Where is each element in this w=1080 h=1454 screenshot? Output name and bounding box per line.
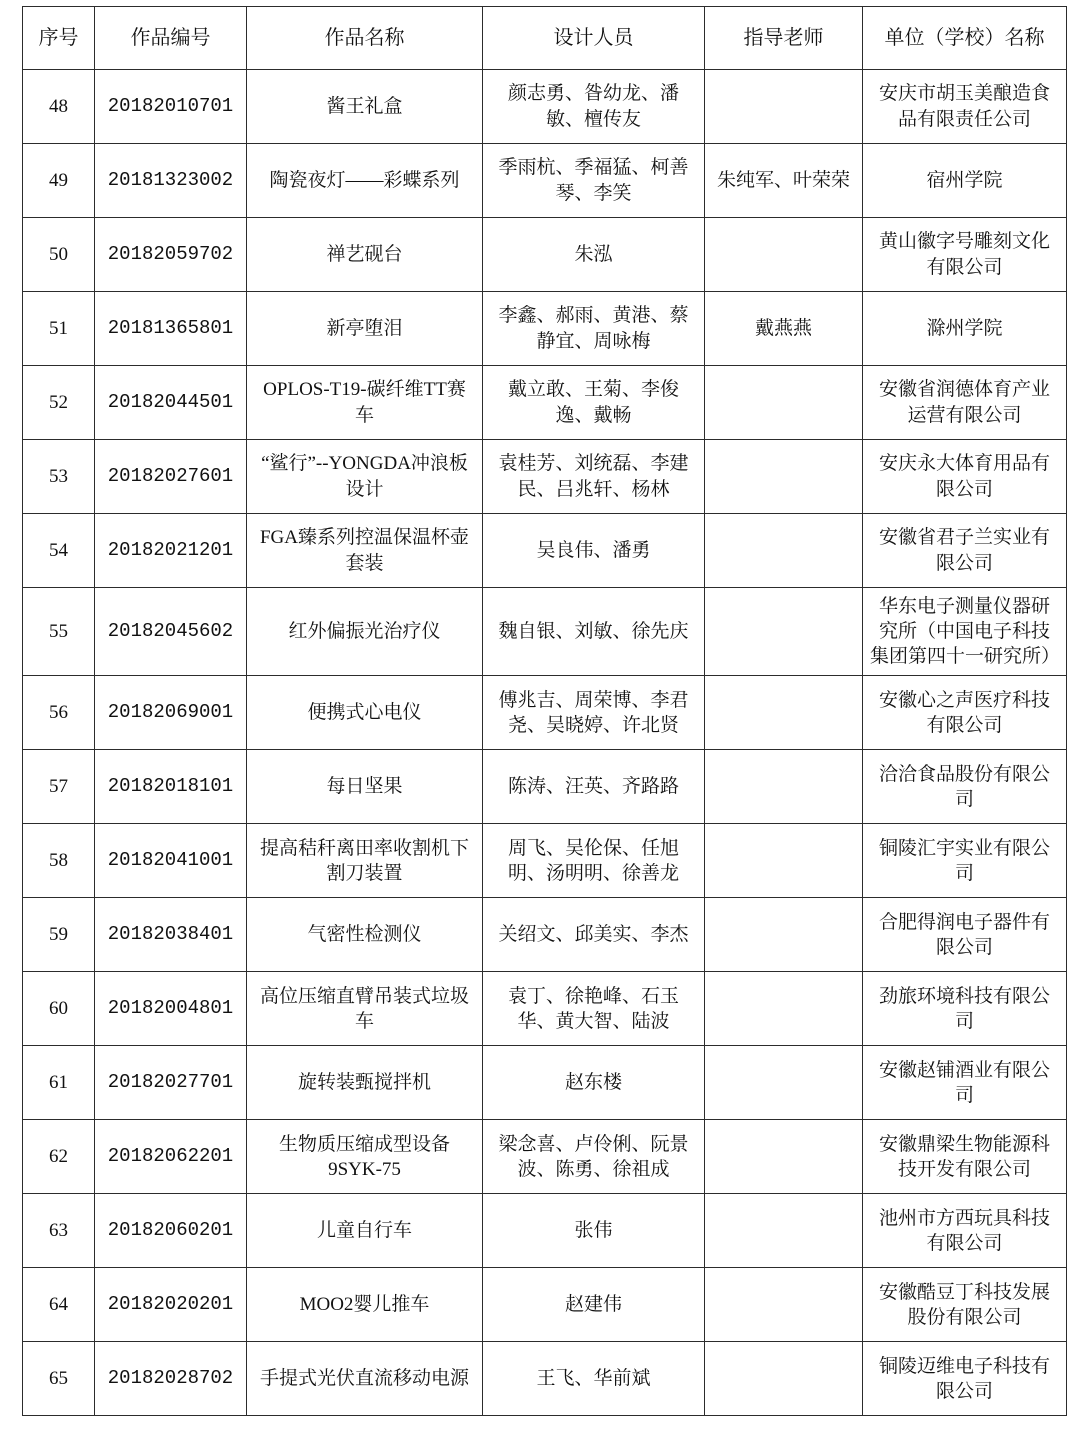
cell-designers: 吴良伟、潘勇 [483,514,705,588]
cell-index: 59 [23,898,95,972]
cell-organization: 黄山徽字号雕刻文化有限公司 [863,218,1067,292]
cell-work-name: 新亭堕泪 [247,292,483,366]
cell-work-name: 禅艺砚台 [247,218,483,292]
cell-work-name: FGA臻系列控温保温杯壶套装 [247,514,483,588]
table-row [23,1194,1067,1268]
cell-tutor [705,972,863,1046]
cell-organization: 安徽省君子兰实业有限公司 [863,514,1067,588]
cell-work-name: 儿童自行车 [247,1194,483,1268]
cell-code: 20182010701 [95,70,247,144]
cell-tutor [705,70,863,144]
cell-code: 20182038401 [95,898,247,972]
table-header [23,7,1067,70]
table-body [23,70,1067,1416]
table-row [23,1120,1067,1194]
cell-code: 20182020201 [95,1268,247,1342]
cell-index: 57 [23,750,95,824]
cell-index: 49 [23,144,95,218]
cell-designers: 戴立敢、王菊、李俊逸、戴畅 [483,366,705,440]
cell-organization: 宿州学院 [863,144,1067,218]
table-header-row [23,7,1067,70]
cell-code: 20182041001 [95,824,247,898]
cell-work-name: 手提式光伏直流移动电源 [247,1342,483,1416]
cell-organization: 铜陵汇宇实业有限公司 [863,824,1067,898]
cell-index: 52 [23,366,95,440]
cell-work-name: 旋转装甄搅拌机 [247,1046,483,1120]
cell-organization: 安徽鼎梁生物能源科技开发有限公司 [863,1120,1067,1194]
cell-work-name: 陶瓷夜灯——彩蝶系列 [247,144,483,218]
table-row [23,514,1067,588]
table-row [23,1046,1067,1120]
cell-tutor [705,366,863,440]
cell-work-name: 提高秸秆离田率收割机下割刀装置 [247,824,483,898]
cell-organization: 池州市方西玩具科技有限公司 [863,1194,1067,1268]
cell-work-name: 气密性检测仪 [247,898,483,972]
cell-organization: 安徽省润德体育产业运营有限公司 [863,366,1067,440]
column-header-name: 作品名称 [247,7,483,70]
cell-index: 58 [23,824,95,898]
cell-work-name: 酱王礼盒 [247,70,483,144]
cell-index: 55 [23,588,95,676]
cell-work-name: “鲨行”--YONGDA冲浪板设计 [247,440,483,514]
table-row [23,70,1067,144]
cell-tutor [705,676,863,750]
cell-designers: 关绍文、邱美实、李杰 [483,898,705,972]
cell-index: 53 [23,440,95,514]
table-row [23,144,1067,218]
cell-designers: 张伟 [483,1194,705,1268]
cell-organization: 安庆永大体育用品有限公司 [863,440,1067,514]
table-row [23,218,1067,292]
cell-organization: 滁州学院 [863,292,1067,366]
cell-designers: 赵建伟 [483,1268,705,1342]
cell-tutor [705,824,863,898]
table-row [23,1342,1067,1416]
cell-tutor [705,514,863,588]
table-row [23,898,1067,972]
cell-tutor [705,1120,863,1194]
cell-index: 63 [23,1194,95,1268]
cell-index: 62 [23,1120,95,1194]
cell-code: 20182044501 [95,366,247,440]
cell-work-name: 便携式心电仪 [247,676,483,750]
cell-organization: 安徽酷豆丁科技发展股份有限公司 [863,1268,1067,1342]
cell-tutor [705,1268,863,1342]
cell-work-name: 每日坚果 [247,750,483,824]
cell-work-name: 生物质压缩成型设备9SYK-75 [247,1120,483,1194]
cell-index: 50 [23,218,95,292]
cell-index: 65 [23,1342,95,1416]
cell-tutor: 戴燕燕 [705,292,863,366]
cell-index: 61 [23,1046,95,1120]
cell-organization: 合肥得润电子器件有限公司 [863,898,1067,972]
cell-tutor [705,588,863,676]
cell-code: 20181365801 [95,292,247,366]
cell-designers: 王飞、华前斌 [483,1342,705,1416]
cell-tutor [705,218,863,292]
cell-tutor [705,1046,863,1120]
cell-tutor [705,750,863,824]
cell-designers: 魏自银、刘敏、徐先庆 [483,588,705,676]
cell-designers: 陈涛、汪英、齐路路 [483,750,705,824]
cell-code: 20182045602 [95,588,247,676]
cell-work-name: 红外偏振光治疗仪 [247,588,483,676]
cell-designers: 袁桂芳、刘统磊、李建民、吕兆轩、杨林 [483,440,705,514]
cell-organization: 安庆市胡玉美酿造食品有限责任公司 [863,70,1067,144]
cell-designers: 梁念喜、卢伶俐、阮景波、陈勇、徐祖成 [483,1120,705,1194]
cell-work-name: 高位压缩直臂吊装式垃圾车 [247,972,483,1046]
table-row [23,440,1067,514]
cell-index: 54 [23,514,95,588]
cell-index: 64 [23,1268,95,1342]
table-row [23,824,1067,898]
cell-code: 20181323002 [95,144,247,218]
cell-tutor [705,898,863,972]
cell-designers: 颜志勇、昝幼龙、潘敏、檀传友 [483,70,705,144]
cell-designers: 季雨杭、季福猛、柯善琴、李笑 [483,144,705,218]
cell-code: 20182028702 [95,1342,247,1416]
cell-organization: 铜陵迈维电子科技有限公司 [863,1342,1067,1416]
cell-designers: 袁丁、徐艳峰、石玉华、黄大智、陆波 [483,972,705,1046]
cell-tutor [705,440,863,514]
column-header-code: 作品编号 [95,7,247,70]
cell-tutor [705,1342,863,1416]
cell-index: 51 [23,292,95,366]
cell-work-name: MOO2婴儿推车 [247,1268,483,1342]
cell-organization: 洽洽食品股份有限公司 [863,750,1067,824]
cell-code: 20182059702 [95,218,247,292]
cell-organization: 劲旅环境科技有限公司 [863,972,1067,1046]
table-row [23,750,1067,824]
cell-code: 20182004801 [95,972,247,1046]
cell-code: 20182027601 [95,440,247,514]
column-header-org: 单位（学校）名称 [863,7,1067,70]
table-row [23,676,1067,750]
award-works-table [22,6,1067,1416]
cell-code: 20182027701 [95,1046,247,1120]
cell-organization: 安徽心之声医疗科技有限公司 [863,676,1067,750]
cell-designers: 傅兆吉、周荣博、李君尧、吴晓婷、许北贤 [483,676,705,750]
table-row [23,366,1067,440]
table-row [23,972,1067,1046]
table-row [23,292,1067,366]
cell-tutor: 朱纯军、叶荣荣 [705,144,863,218]
cell-tutor [705,1194,863,1268]
cell-designers: 李鑫、郝雨、黄港、蔡静宜、周咏梅 [483,292,705,366]
cell-index: 56 [23,676,95,750]
cell-work-name: OPLOS-T19-碳纤维TT赛车 [247,366,483,440]
column-header-index: 序号 [23,7,95,70]
cell-organization: 华东电子测量仪器研究所（中国电子科技集团第四十一研究所） [863,588,1067,676]
cell-index: 60 [23,972,95,1046]
column-header-designers: 设计人员 [483,7,705,70]
table-row [23,1268,1067,1342]
cell-designers: 赵东楼 [483,1046,705,1120]
cell-designers: 朱泓 [483,218,705,292]
column-header-tutor: 指导老师 [705,7,863,70]
cell-organization: 安徽赵铺酒业有限公司 [863,1046,1067,1120]
cell-code: 20182062201 [95,1120,247,1194]
cell-index: 48 [23,70,95,144]
table-row [23,588,1067,676]
cell-code: 20182021201 [95,514,247,588]
cell-code: 20182018101 [95,750,247,824]
cell-code: 20182069001 [95,676,247,750]
cell-code: 20182060201 [95,1194,247,1268]
cell-designers: 周飞、吴伦保、任旭明、汤明明、徐善龙 [483,824,705,898]
